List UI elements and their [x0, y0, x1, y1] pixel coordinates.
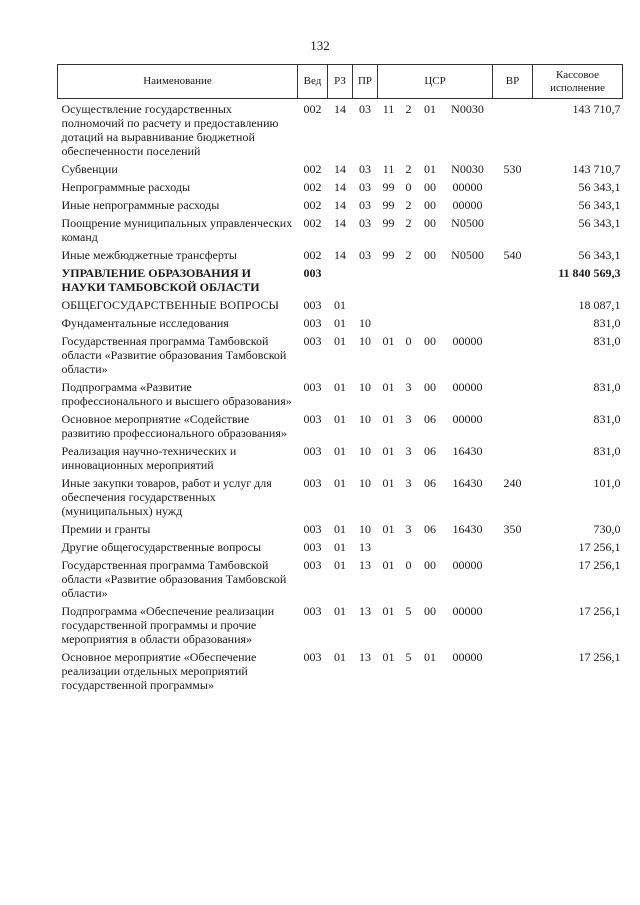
cell-name: Премии и гранты	[61, 522, 151, 536]
cell-c4: N0030	[451, 162, 484, 176]
cell-c2	[400, 537, 418, 555]
cell-c3: 06	[424, 522, 436, 536]
cell-ved: 003	[303, 334, 322, 348]
cell-amount: 56 343,1	[578, 248, 621, 262]
cell-name: Поощрение муниципальных управленческих команд	[61, 216, 293, 244]
cell-c3	[418, 537, 443, 555]
cell-vr: 350	[503, 522, 522, 536]
cell-pr: 13	[359, 540, 371, 554]
table-row	[58, 99, 623, 160]
cell-c4: 00000	[452, 412, 483, 426]
cell-pr: 10	[359, 476, 371, 490]
cell-pr: 03	[359, 248, 371, 262]
cell-c3: 00	[424, 216, 436, 230]
cell-c3: 06	[424, 476, 436, 490]
cell-rz: 01	[334, 316, 346, 330]
cell-rz: 01	[334, 380, 346, 394]
cell-name: Государственная программа Тамбовской области «Развитие образования Тамбовской области»	[61, 558, 287, 600]
table-row	[58, 295, 623, 313]
cell-rz: 01	[334, 412, 346, 426]
cell-ved: 003	[303, 266, 322, 280]
cell-amount: 831,0	[593, 412, 621, 426]
table-row	[58, 177, 623, 195]
cell-rz: 01	[334, 298, 346, 312]
table-row	[58, 195, 623, 213]
table-row	[58, 213, 623, 245]
cell-name: Государственная программа Тамбовской области «Развитие образования Тамбовской области»	[61, 334, 287, 376]
cell-c1: 01	[382, 476, 395, 490]
header-name: Наименование	[58, 65, 298, 99]
cell-ved: 003	[303, 650, 322, 664]
cell-c3: 00	[424, 248, 436, 262]
cell-pr	[353, 295, 378, 313]
cell-c1	[378, 295, 400, 313]
cell-pr: 10	[359, 334, 371, 348]
cell-rz: 14	[334, 162, 346, 176]
cell-amount: 17 256,1	[578, 540, 621, 554]
page-number: 132	[310, 38, 330, 53]
cell-rz: 01	[334, 334, 346, 348]
cell-ved: 003	[303, 316, 322, 330]
cell-rz: 01	[334, 540, 346, 554]
cell-c3: 01	[424, 102, 436, 116]
cell-c2: 0	[405, 334, 412, 348]
cell-vr	[493, 647, 533, 693]
cell-rz: 14	[334, 102, 346, 116]
cell-pr: 03	[359, 180, 371, 194]
cell-pr: 13	[359, 558, 371, 572]
cell-c2: 3	[405, 522, 412, 536]
cell-vr: 240	[503, 476, 522, 490]
cell-amount: 831,0	[593, 334, 621, 348]
cell-vr	[493, 409, 533, 441]
cell-amount: 831,0	[593, 444, 621, 458]
cell-name: Подпрограмма «Обеспечение реализации государственной программы и прочие мероприятия в области образования»	[61, 604, 275, 646]
cell-rz: 14	[334, 248, 346, 262]
cell-c1: 01	[382, 412, 395, 426]
cell-c1: 01	[382, 334, 395, 348]
cell-c3: 06	[424, 412, 436, 426]
cell-c4	[443, 295, 493, 313]
cell-c1	[378, 263, 400, 295]
cell-c4: 00000	[452, 198, 483, 212]
cell-name: Непрограммные расходы	[61, 180, 191, 194]
cell-name: ОБЩЕГОСУДАРСТВЕННЫЕ ВОПРОСЫ	[61, 298, 279, 312]
cell-c4: 00000	[452, 558, 483, 572]
cell-pr: 03	[359, 102, 371, 116]
cell-pr	[353, 263, 378, 295]
cell-vr	[493, 377, 533, 409]
cell-c4	[443, 313, 493, 331]
cell-c1	[378, 537, 400, 555]
cell-pr: 03	[359, 198, 371, 212]
cell-pr: 10	[359, 380, 371, 394]
cell-vr: 540	[503, 248, 522, 262]
header-vr: ВР	[493, 65, 533, 99]
cell-c1: 99	[382, 180, 395, 194]
cell-vr	[493, 195, 533, 213]
cell-ved: 002	[303, 102, 322, 116]
cell-c1: 01	[382, 650, 395, 664]
cell-c2	[400, 263, 418, 295]
cell-amount: 143 710,7	[572, 162, 621, 176]
cell-c4: 00000	[452, 334, 483, 348]
table-row	[58, 313, 623, 331]
cell-name: УПРАВЛЕНИЕ ОБРАЗОВАНИЯ И НАУКИ ТАМБОВСКОЙ ОБЛАСТИ	[61, 266, 260, 294]
cell-amount: 11 840 569,3	[558, 266, 621, 280]
cell-c1: 01	[382, 522, 395, 536]
cell-c1: 01	[382, 380, 395, 394]
cell-rz: 01	[334, 444, 346, 458]
cell-name: Иные межбюджетные трансферты	[61, 248, 237, 262]
cell-c2: 0	[405, 558, 412, 572]
cell-c4: 00000	[452, 604, 483, 618]
cell-c2	[400, 313, 418, 331]
table-row	[58, 159, 623, 177]
cell-ved: 002	[303, 180, 322, 194]
cell-c2: 5	[405, 604, 412, 618]
cell-c3	[418, 313, 443, 331]
budget-table	[57, 64, 623, 693]
cell-pr: 03	[359, 216, 371, 230]
table-row	[58, 555, 623, 601]
cell-c3: 00	[424, 604, 436, 618]
cell-name: Другие общегосударственные вопросы	[61, 540, 262, 554]
cell-vr	[493, 331, 533, 377]
cell-rz: 01	[334, 558, 346, 572]
cell-c1: 11	[382, 162, 395, 176]
cell-pr: 13	[359, 604, 371, 618]
cell-amount: 56 343,1	[578, 198, 621, 212]
cell-ved: 003	[303, 412, 322, 426]
cell-c4	[443, 537, 493, 555]
cell-amount: 730,0	[593, 522, 621, 536]
table-header-row	[58, 65, 623, 99]
cell-vr	[493, 295, 533, 313]
header-rz: РЗ	[328, 65, 353, 99]
cell-ved: 003	[303, 558, 322, 572]
table-row	[58, 377, 623, 409]
cell-c3: 00	[424, 380, 436, 394]
table-row	[58, 441, 623, 473]
cell-amount: 17 256,1	[578, 650, 621, 664]
cell-rz: 14	[334, 180, 346, 194]
cell-amount: 17 256,1	[578, 558, 621, 572]
cell-pr: 03	[359, 162, 371, 176]
cell-vr	[493, 555, 533, 601]
cell-c2: 2	[405, 248, 412, 262]
cell-pr: 10	[359, 522, 371, 536]
cell-vr	[493, 99, 533, 160]
cell-c2: 2	[405, 216, 412, 230]
cell-c4: 00000	[452, 650, 483, 664]
cell-c4: N0030	[451, 102, 484, 116]
cell-ved: 003	[303, 604, 322, 618]
cell-rz: 01	[334, 522, 346, 536]
cell-amount: 18 087,1	[578, 298, 621, 312]
cell-c2: 2	[405, 198, 412, 212]
cell-ved: 003	[303, 522, 322, 536]
cell-c4: 16430	[452, 444, 483, 458]
cell-c3: 00	[424, 558, 436, 572]
cell-pr: 10	[359, 316, 371, 330]
cell-amount: 56 343,1	[578, 180, 621, 194]
header-ved: Вед	[298, 65, 328, 99]
table-row	[58, 601, 623, 647]
header-csr: ЦСР	[378, 65, 493, 99]
cell-c1: 01	[382, 604, 395, 618]
cell-name: Иные непрограммные расходы	[61, 198, 220, 212]
cell-c2: 3	[405, 444, 412, 458]
cell-c2: 2	[405, 102, 412, 116]
cell-c2: 5	[405, 650, 412, 664]
cell-ved: 002	[303, 198, 322, 212]
cell-name: Реализация научно-технических и инновационных мероприятий	[61, 444, 237, 472]
header-pr: ПР	[353, 65, 378, 99]
table-row	[58, 245, 623, 263]
cell-rz: 01	[334, 604, 346, 618]
cell-c1: 11	[382, 102, 395, 116]
cell-vr	[493, 213, 533, 245]
cell-vr: 530	[503, 162, 522, 176]
cell-ved: 003	[303, 476, 322, 490]
cell-c3: 01	[424, 650, 436, 664]
cell-amount: 17 256,1	[578, 604, 621, 618]
cell-pr: 10	[359, 412, 371, 426]
cell-c1: 01	[382, 558, 395, 572]
cell-amount: 56 343,1	[578, 216, 621, 230]
cell-amount: 143 710,7	[572, 102, 621, 116]
cell-c1	[378, 313, 400, 331]
cell-ved: 003	[303, 298, 322, 312]
cell-vr	[493, 537, 533, 555]
cell-c4: N0500	[451, 248, 484, 262]
cell-c1: 01	[382, 444, 395, 458]
cell-name: Осуществление государственных полномочий по расчету и предоставлению дотаций на выравнивание бюджетной обеспеченности поселений	[61, 102, 279, 158]
cell-amount: 831,0	[593, 316, 621, 330]
cell-ved: 002	[303, 216, 322, 230]
cell-c2: 3	[405, 476, 412, 490]
table-row	[58, 647, 623, 693]
cell-c1: 99	[382, 216, 395, 230]
cell-c2: 3	[405, 380, 412, 394]
cell-name: Фундаментальные исследования	[61, 316, 229, 330]
cell-c2: 3	[405, 412, 412, 426]
cell-c3: 06	[424, 444, 436, 458]
table-row	[58, 537, 623, 555]
cell-c3	[418, 295, 443, 313]
table-row	[58, 409, 623, 441]
cell-ved: 003	[303, 380, 322, 394]
cell-ved: 003	[303, 540, 322, 554]
cell-c4: N0500	[451, 216, 484, 230]
cell-c4	[443, 263, 493, 295]
cell-ved: 002	[303, 162, 322, 176]
cell-name: Субвенции	[61, 162, 118, 176]
cell-c4: 00000	[452, 180, 483, 194]
cell-c4: 16430	[452, 476, 483, 490]
cell-rz: 01	[334, 476, 346, 490]
cell-name: Основное мероприятие «Содействие развитию профессионального образования»	[61, 412, 287, 440]
cell-c1: 99	[382, 248, 395, 262]
cell-rz: 14	[334, 216, 346, 230]
cell-amount: 101,0	[593, 476, 621, 490]
cell-vr	[493, 263, 533, 295]
cell-rz: 01	[334, 650, 346, 664]
header-amount: Кассовое исполнение	[533, 65, 623, 99]
cell-vr	[493, 601, 533, 647]
cell-c3	[418, 263, 443, 295]
cell-name: Основное мероприятие «Обеспечение реализации отдельных мероприятий государственной программы»	[61, 650, 257, 692]
table-row	[58, 263, 623, 295]
cell-c2: 0	[405, 180, 412, 194]
cell-pr: 13	[359, 650, 371, 664]
cell-c2	[400, 295, 418, 313]
table-row	[58, 473, 623, 519]
cell-c4: 00000	[452, 380, 483, 394]
cell-pr: 10	[359, 444, 371, 458]
cell-name: Иные закупки товаров, работ и услуг для обеспечения государственных (муниципальных) нужд	[61, 476, 272, 518]
cell-c1: 99	[382, 198, 395, 212]
table-row	[58, 519, 623, 537]
cell-vr	[493, 313, 533, 331]
cell-c4: 16430	[452, 522, 483, 536]
cell-amount: 831,0	[593, 380, 621, 394]
cell-c2: 2	[405, 162, 412, 176]
cell-rz	[328, 263, 353, 295]
cell-ved: 003	[303, 444, 322, 458]
cell-c3: 00	[424, 334, 436, 348]
cell-vr	[493, 177, 533, 195]
cell-c3: 00	[424, 180, 436, 194]
cell-ved: 002	[303, 248, 322, 262]
cell-vr	[493, 441, 533, 473]
cell-c3: 00	[424, 198, 436, 212]
cell-name: Подпрограмма «Развитие профессионального и высшего образования»	[61, 380, 292, 408]
cell-rz: 14	[334, 198, 346, 212]
table-row	[58, 331, 623, 377]
cell-c3: 01	[424, 162, 436, 176]
